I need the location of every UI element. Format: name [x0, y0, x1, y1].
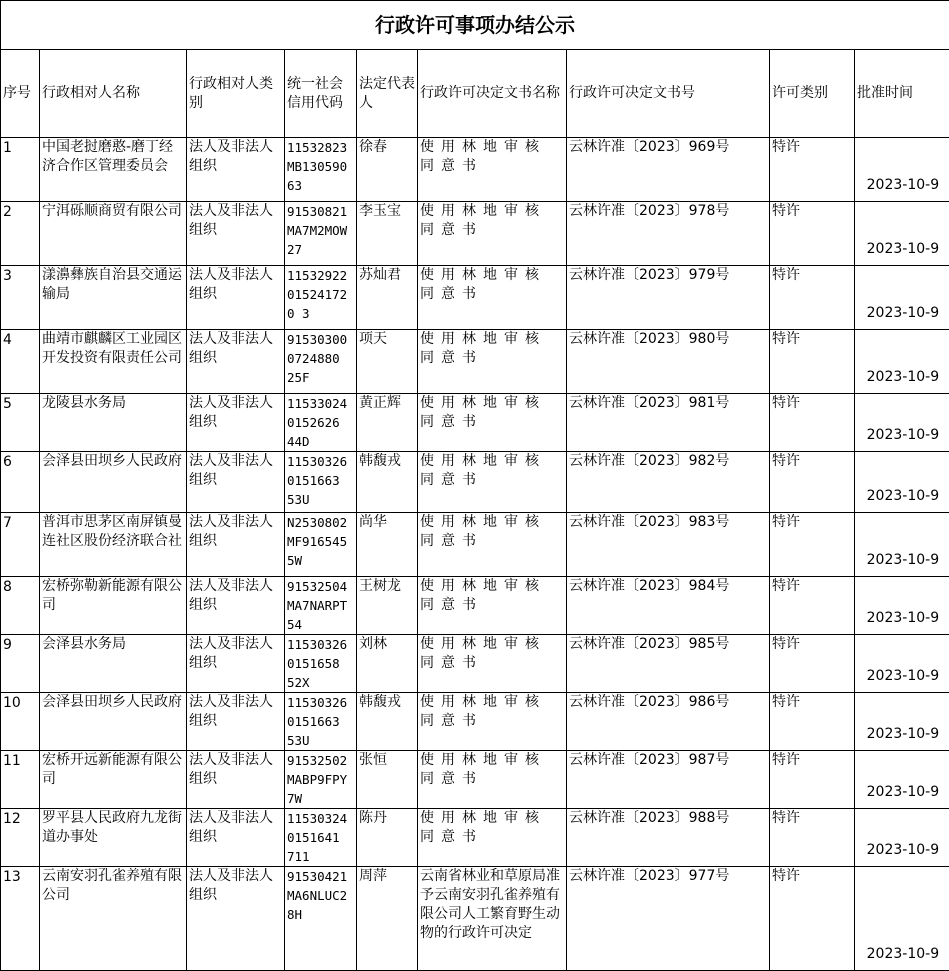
cell-legal-rep: 黄正辉: [357, 394, 418, 452]
cell-doc-name: 使用林地审核同意书: [418, 693, 567, 751]
cell-category: 法人及非法人组织: [187, 577, 285, 635]
cell-category: 法人及非法人组织: [187, 751, 285, 809]
cell-doc-name: 使用林地审核同意书: [418, 394, 567, 452]
cell-doc-name: 使用林地审核同意书: [418, 577, 567, 635]
cell-no: 4: [1, 330, 40, 394]
cell-credit-code: 11532823MB13059063: [285, 138, 357, 202]
table-row: [1, 202, 949, 266]
cell-doc-name: 使用林地审核同意书: [418, 513, 567, 577]
cell-permit-type: 特许: [770, 266, 855, 330]
table-row: [1, 751, 949, 809]
cell-name: 宏桥弥勒新能源有限公司: [40, 577, 187, 635]
table-row: [1, 635, 949, 693]
cell-doc-no: 云林许准〔2023〕978号: [567, 202, 770, 266]
cell-approval-date: 2023-10-9: [855, 330, 949, 394]
cell-doc-name: 使用林地审核同意书: [418, 266, 567, 330]
cell-doc-name: 使用林地审核同意书: [418, 202, 567, 266]
table-row: [1, 266, 949, 330]
cell-credit-code: 91532504MA7NARPT54: [285, 577, 357, 635]
cell-credit-code: 115330240152626 44D: [285, 394, 357, 452]
table-row: [1, 809, 949, 867]
cell-doc-name: 使用林地审核同意书: [418, 809, 567, 867]
cell-permit-type: 特许: [770, 394, 855, 452]
cell-doc-no: 云林许准〔2023〕969号: [567, 138, 770, 202]
cell-approval-date: 2023-10-9: [855, 809, 949, 867]
cell-doc-no: 云林许准〔2023〕981号: [567, 394, 770, 452]
cell-credit-code: N2530802MF916545 5W: [285, 513, 357, 577]
cell-doc-no: 云林许准〔2023〕980号: [567, 330, 770, 394]
cell-name: 普洱市思茅区南屏镇曼连社区股份经济联合社: [40, 513, 187, 577]
header-category: 行政相对人类别: [187, 50, 285, 138]
cell-doc-no: 云林许准〔2023〕983号: [567, 513, 770, 577]
cell-no: 7: [1, 513, 40, 577]
table-row: [1, 693, 949, 751]
cell-name: 中国老挝磨憨-磨丁经济合作区管理委员会: [40, 138, 187, 202]
table-row: [1, 394, 949, 452]
header-credit-code: 统一社会信用代码: [285, 50, 357, 138]
cell-permit-type: 特许: [770, 635, 855, 693]
cell-approval-date: 2023-10-9: [855, 138, 949, 202]
cell-doc-no: 云林许准〔2023〕984号: [567, 577, 770, 635]
cell-name: 罗平县人民政府九龙街道办事处: [40, 809, 187, 867]
cell-category: 法人及非法人组织: [187, 202, 285, 266]
table-row: [1, 330, 949, 394]
cell-doc-no: 云林许准〔2023〕977号: [567, 867, 770, 971]
cell-name: 会泽县水务局: [40, 635, 187, 693]
cell-legal-rep: 韩馥戎: [357, 452, 418, 513]
cell-legal-rep: 李玉宝: [357, 202, 418, 266]
cell-credit-code: 115303240151641 711: [285, 809, 357, 867]
cell-no: 6: [1, 452, 40, 513]
cell-category: 法人及非法人组织: [187, 452, 285, 513]
cell-doc-no: 云林许准〔2023〕988号: [567, 809, 770, 867]
cell-permit-type: 特许: [770, 809, 855, 867]
cell-name: 会泽县田坝乡人民政府: [40, 452, 187, 513]
cell-approval-date: 2023-10-9: [855, 513, 949, 577]
header-name: 行政相对人名称: [40, 50, 187, 138]
cell-legal-rep: 尚华: [357, 513, 418, 577]
cell-no: 2: [1, 202, 40, 266]
cell-doc-name: 使用林地审核同意书: [418, 138, 567, 202]
cell-approval-date: 2023-10-9: [855, 202, 949, 266]
cell-doc-name: 使用林地审核同意书: [418, 452, 567, 513]
cell-name: 云南安羽孔雀养殖有限公司: [40, 867, 187, 971]
cell-approval-date: 2023-10-9: [855, 867, 949, 971]
cell-category: 法人及非法人组织: [187, 635, 285, 693]
cell-doc-no: 云林许准〔2023〕985号: [567, 635, 770, 693]
cell-doc-no: 云林许准〔2023〕982号: [567, 452, 770, 513]
cell-category: 法人及非法人组织: [187, 809, 285, 867]
cell-credit-code: 91530421MA6NLUC28H: [285, 867, 357, 971]
header-legal-rep: 法定代表人: [357, 50, 418, 138]
cell-no: 5: [1, 394, 40, 452]
cell-permit-type: 特许: [770, 202, 855, 266]
cell-legal-rep: 周萍: [357, 867, 418, 971]
table-row: [1, 513, 949, 577]
cell-credit-code: 115303260151658 52X: [285, 635, 357, 693]
cell-credit-code: 115303260151663 53U: [285, 452, 357, 513]
cell-name: 会泽县田坝乡人民政府: [40, 693, 187, 751]
cell-legal-rep: 张恒: [357, 751, 418, 809]
cell-legal-rep: 韩馥戎: [357, 693, 418, 751]
cell-permit-type: 特许: [770, 693, 855, 751]
header-doc-name: 行政许可决定文书名称: [418, 50, 567, 138]
cell-category: 法人及非法人组织: [187, 394, 285, 452]
cell-no: 1: [1, 138, 40, 202]
table-row: [1, 577, 949, 635]
cell-legal-rep: 王树龙: [357, 577, 418, 635]
header-approval-date: 批准时间: [855, 50, 949, 138]
header-doc-no: 行政许可决定文书号: [567, 50, 770, 138]
cell-permit-type: 特许: [770, 452, 855, 513]
cell-legal-rep: 苏灿君: [357, 266, 418, 330]
cell-no: 8: [1, 577, 40, 635]
cell-name: 宁洱砾顺商贸有限公司: [40, 202, 187, 266]
cell-permit-type: 特许: [770, 138, 855, 202]
cell-name: 漾濞彝族自治县交通运输局: [40, 266, 187, 330]
cell-doc-name: 使用林地审核同意书: [418, 330, 567, 394]
cell-approval-date: 2023-10-9: [855, 751, 949, 809]
header-no: 序号: [1, 50, 40, 138]
table-row: [1, 867, 949, 971]
page-title: 行政许可事项办结公示: [1, 1, 949, 50]
cell-credit-code: 115303260151663 53U: [285, 693, 357, 751]
cell-legal-rep: 陈丹: [357, 809, 418, 867]
cell-doc-no: 云林许准〔2023〕986号: [567, 693, 770, 751]
cell-no: 10: [1, 693, 40, 751]
cell-category: 法人及非法人组织: [187, 513, 285, 577]
cell-approval-date: 2023-10-9: [855, 394, 949, 452]
cell-approval-date: 2023-10-9: [855, 577, 949, 635]
cell-doc-no: 云林许准〔2023〕987号: [567, 751, 770, 809]
cell-category: 法人及非法人组织: [187, 867, 285, 971]
cell-no: 12: [1, 809, 40, 867]
table-header-row: [1, 50, 949, 138]
cell-legal-rep: 刘林: [357, 635, 418, 693]
cell-credit-code: 91530821MA7M2MOW27: [285, 202, 357, 266]
cell-category: 法人及非法人组织: [187, 330, 285, 394]
cell-permit-type: 特许: [770, 513, 855, 577]
cell-doc-no: 云林许准〔2023〕979号: [567, 266, 770, 330]
cell-permit-type: 特许: [770, 867, 855, 971]
table-row: [1, 452, 949, 513]
cell-no: 13: [1, 867, 40, 971]
cell-no: 11: [1, 751, 40, 809]
cell-name: 宏桥开远新能源有限公司: [40, 751, 187, 809]
cell-name: 龙陵县水务局: [40, 394, 187, 452]
cell-doc-name: 使用林地审核同意书: [418, 751, 567, 809]
cell-doc-name: 使用林地审核同意书: [418, 635, 567, 693]
cell-credit-code: 11532922015241720 3: [285, 266, 357, 330]
cell-permit-type: 特许: [770, 751, 855, 809]
cell-approval-date: 2023-10-9: [855, 266, 949, 330]
table-row: [1, 138, 949, 202]
header-permit-type: 许可类别: [770, 50, 855, 138]
cell-no: 3: [1, 266, 40, 330]
cell-category: 法人及非法人组织: [187, 138, 285, 202]
cell-approval-date: 2023-10-9: [855, 693, 949, 751]
cell-doc-name: 云南省林业和草原局准予云南安羽孔雀养殖有限公司人工繁育野生动物的行政许可决定: [418, 867, 567, 971]
cell-legal-rep: 项天: [357, 330, 418, 394]
cell-category: 法人及非法人组织: [187, 266, 285, 330]
cell-name: 曲靖市麒麟区工业园区开发投资有限责任公司: [40, 330, 187, 394]
cell-approval-date: 2023-10-9: [855, 452, 949, 513]
cell-permit-type: 特许: [770, 330, 855, 394]
cell-credit-code: 91532502MABP9FPY7W: [285, 751, 357, 809]
cell-credit-code: 915303000724880 25F: [285, 330, 357, 394]
cell-category: 法人及非法人组织: [187, 693, 285, 751]
cell-approval-date: 2023-10-9: [855, 635, 949, 693]
cell-no: 9: [1, 635, 40, 693]
cell-permit-type: 特许: [770, 577, 855, 635]
cell-legal-rep: 徐春: [357, 138, 418, 202]
